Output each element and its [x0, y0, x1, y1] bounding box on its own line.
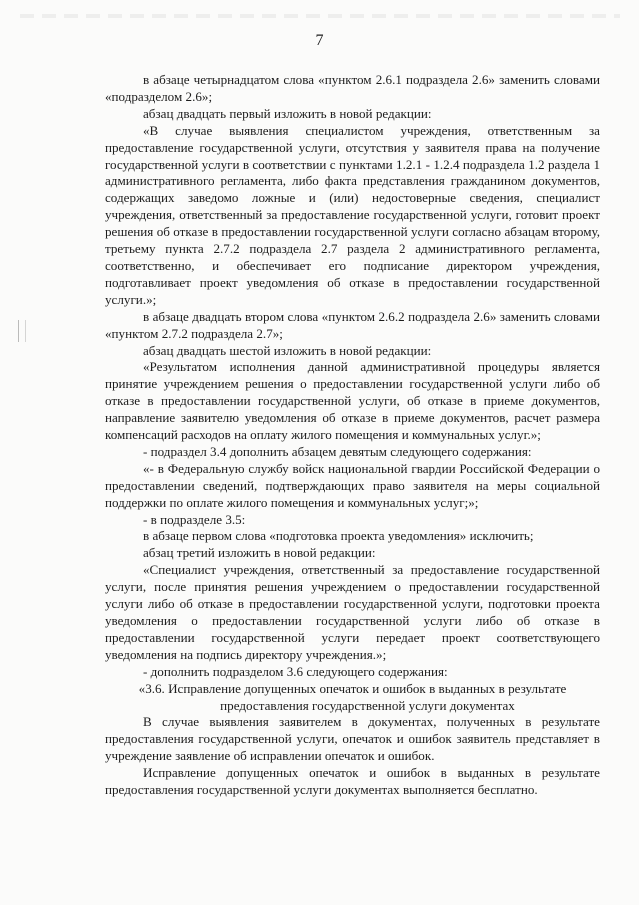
paragraph-4: в абзаце двадцать втором слова «пунктом 2.6.2 подраздела 2.6» заменить словами «пунктом 2.7.2 подраздела 2.7»; [105, 308, 600, 341]
paragraph-14: В случае выявления заявителем в документах, полученных в результате предоставления государственной услуги, опечаток и ошибок заявитель представляет в учреждение заявление об исправлении опечаток и ошибок. [105, 714, 600, 764]
paragraph-12: «Специалист учреждения, ответственный за предоставление государственной услуги, после принятия решения учреждением о предоставлении государственной услуги либо об отказе в предоставлении государственной услуги, подготовки проекта уведомления о предоставлении государственной услуги либо об отказе в предоставлении государственной услуги передает проект соответствующего уведомления на подпись директору учреждения.»; [105, 562, 600, 662]
scan-artifact [20, 14, 620, 18]
paragraph-2: абзац двадцать первый изложить в новой редакции: [143, 105, 432, 121]
paragraph-10: в абзаце первом слова «подготовка проекта уведомления» исключить; [143, 528, 534, 544]
paragraph-5: абзац двадцать шестой изложить в новой редакции: [143, 342, 432, 358]
paragraph-13: - дополнить подразделом 3.6 следующего содержания: [143, 663, 448, 679]
paragraph-1: в абзаце четырнадцатом слова «пунктом 2.6.1 подраздела 2.6» заменить словами «подразделом 2.6»; [105, 72, 600, 104]
paragraph-9: - в подразделе 3.5: [143, 511, 246, 527]
margin-mark [18, 320, 26, 342]
section-heading-line-2: предоставления государственной услуги документах [220, 697, 515, 713]
paragraph-11: абзац третий изложить в новой редакции: [143, 545, 376, 561]
page-number: 7 [315, 32, 324, 49]
document-body [105, 72, 600, 799]
paragraph-6: «Результатом исполнения данной административной процедуры является принятие учреждением решения о предоставлении государственной услуги либо об отказе в предоставлении государственной услуги, об отказе в приеме документов, направление заявителю уведомления об отказе в приеме документов, расчет размера компенсаций расходов на оплату жилого помещения и коммунальных услуг.»; [105, 359, 600, 443]
paragraph-15: Исправление допущенных опечаток и ошибок в выданных в результате предоставления государственной услуги документах выполняется бесплатно. [105, 765, 600, 798]
section-heading [105, 681, 600, 715]
paragraph-8: «- в Федеральную службу войск национальной гвардии Российской Федерации о предоставлении сведений, подтверждающих право заявителя на меры социальной поддержки по оплате жилого помещения и коммунальных услуг;»; [105, 460, 600, 510]
paragraph-3: «В случае выявления специалистом учреждения, ответственным за предоставление государственной услуги, отсутствия у заявителя права на получение государственной услуги в соответствии с пунктами 1.2.1 - 1.2.4 подраздела 1.2 раздела 1 административного регламента, либо факта представления гражданином документов, содержащих заведомо ложные и (или) недостоверные сведения, специалист учреждения, ответственный за предоставление государственной услуги, готовит проект решения об отказе в предоставлении государственной услуги согласно абзацам второму, третьему пункта 2.7.2 подраздела 2.7 раздела 2 административного регламента, соответственно, и обеспечивает его подписание директором учреждения, подготавливает проект уведомления об отказе в предоставлении государственной услуги.»; [105, 122, 600, 307]
paragraph-7: - подраздел 3.4 дополнить абзацем девятым следующего содержания: [143, 443, 532, 459]
section-heading-line-1: «3.6. Исправление допущенных опечаток и ошибок в выданных в результате [138, 680, 567, 696]
